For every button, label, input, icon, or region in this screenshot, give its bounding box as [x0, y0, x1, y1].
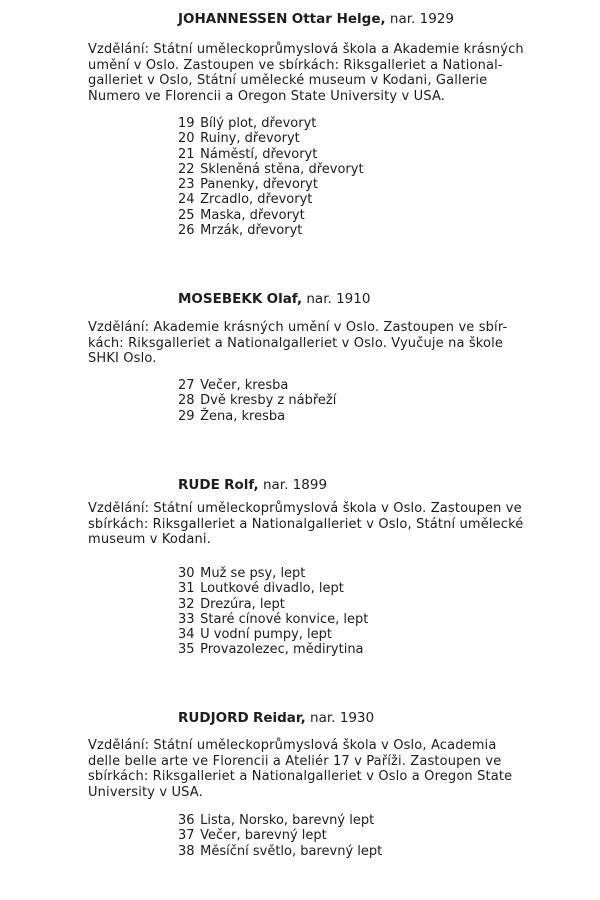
work-title: Loutkové divadlo, lept	[200, 581, 344, 597]
work-title: Žena, kresba	[200, 408, 286, 424]
work-item	[178, 409, 336, 424]
works-list	[178, 813, 382, 859]
work-item	[178, 131, 364, 146]
work-title: Maska, dřevoryt	[200, 207, 305, 223]
artist-surname: JOHANNESSEN	[178, 11, 288, 27]
work-item	[178, 828, 382, 843]
bio-line: University v USA.	[88, 784, 203, 800]
bio-line: Vzdělání: Státní uměleckoprůmyslová škola a Akademie krásných	[88, 42, 524, 57]
work-number: 36	[178, 813, 195, 828]
work-number: 27	[178, 378, 195, 393]
artist-birth-year: nar. 1929	[389, 11, 455, 27]
work-item	[178, 223, 364, 238]
artist-heading	[178, 476, 327, 494]
work-item	[178, 566, 368, 581]
work-item	[178, 581, 368, 596]
work-title: Bílý plot, dřevoryt	[200, 116, 317, 131]
artist-given-name: Rolf,	[224, 477, 259, 493]
artist-surname: MOSEBEKK	[178, 291, 263, 307]
artist-heading	[178, 290, 370, 308]
bio-line: umění v Oslo. Zastoupen ve sbírkách: Riksgalleriet a National-	[88, 57, 503, 73]
work-number: 33	[178, 611, 195, 627]
artist-given-name: Ottar Helge,	[291, 11, 386, 27]
artist-surname: RUDJORD	[178, 710, 249, 726]
work-number: 19	[178, 116, 195, 131]
work-title: Večer, kresba	[200, 378, 289, 393]
work-title: Večer, barevný lept	[200, 828, 327, 844]
bio-line: sbírkách: Riksgalleriet a Nationalgalleriet v Oslo, Státní umělecké	[88, 516, 524, 532]
work-item	[178, 844, 382, 859]
work-number: 37	[178, 828, 195, 844]
bio-line: Vzdělání: Státní uměleckoprůmyslová škola v Oslo, Academia	[88, 738, 497, 753]
work-item	[178, 162, 364, 177]
work-number: 23	[178, 177, 195, 193]
work-title: Náměstí, dřevoryt	[200, 146, 318, 162]
work-item	[178, 393, 336, 408]
bio-line: delle belle arte ve Florencii a Ateliér 17 v Paříži. Zastoupen ve	[88, 753, 502, 769]
work-item	[178, 147, 364, 162]
artist-biography	[88, 42, 550, 104]
artist-birth-year: nar. 1910	[306, 291, 371, 307]
work-title: Měsíční světlo, barevný lept	[200, 843, 383, 859]
works-list	[178, 378, 336, 424]
work-title: Skleněná stěna, dřevoryt	[200, 161, 364, 177]
artist-birth-year: nar. 1899	[262, 477, 328, 493]
artist-biography	[88, 738, 550, 800]
work-number: 35	[178, 642, 195, 658]
work-item	[178, 177, 364, 192]
work-item	[178, 378, 336, 393]
work-number: 21	[178, 146, 195, 162]
work-title: U vodní pumpy, lept	[200, 627, 332, 643]
work-title: Dvě kresby z nábřeží	[200, 393, 337, 409]
work-title: Zrcadlo, dřevoryt	[200, 192, 313, 208]
work-number: 22	[178, 161, 195, 177]
work-item	[178, 192, 364, 207]
works-list	[178, 116, 364, 238]
bio-line: galleriet v Oslo, Státní umělecké museum v Kodani, Gallerie	[88, 73, 488, 88]
work-number: 25	[178, 207, 195, 223]
work-item	[178, 208, 364, 223]
work-number: 34	[178, 627, 195, 643]
work-number: 31	[178, 581, 195, 597]
work-number: 29	[178, 408, 195, 424]
work-number: 38	[178, 843, 195, 859]
bio-line: Vzdělání: Státní uměleckoprůmyslová škola v Oslo. Zastoupen ve	[88, 501, 522, 516]
work-item	[178, 612, 368, 627]
work-number: 32	[178, 596, 195, 612]
artist-given-name: Olaf,	[266, 291, 303, 307]
work-title: Muž se psy, lept	[200, 566, 306, 581]
work-item	[178, 813, 382, 828]
artist-surname: RUDE	[178, 477, 220, 493]
artist-heading	[178, 10, 454, 28]
work-number: 26	[178, 223, 195, 239]
bio-line: kách: Riksgalleriet a Nationalgalleriet v Oslo. Vyučuje na škole	[88, 335, 504, 351]
bio-line: Vzdělání: Akademie krásných umění v Oslo. Zastoupen ve sbír-	[88, 320, 508, 335]
bio-line: sbírkách: Riksgalleriet a Nationalgalleriet v Oslo a Oregon State	[88, 769, 513, 784]
artist-heading	[178, 709, 374, 727]
work-item	[178, 116, 364, 131]
artist-biography	[88, 320, 550, 367]
work-title: Staré cínové konvice, lept	[200, 611, 369, 627]
work-title: Mrzák, dřevoryt	[200, 223, 303, 239]
works-list	[178, 566, 368, 658]
work-item	[178, 627, 368, 642]
work-number: 24	[178, 192, 195, 208]
work-title: Panenky, dřevoryt	[200, 177, 318, 193]
work-item	[178, 642, 368, 657]
work-item	[178, 597, 368, 612]
work-title: Provazolezec, mědirytina	[200, 642, 364, 658]
work-title: Drezúra, lept	[200, 596, 285, 612]
work-number: 30	[178, 566, 195, 581]
work-title: Lista, Norsko, barevný lept	[200, 813, 375, 828]
artist-given-name: Reidar,	[252, 710, 306, 726]
artist-birth-year: nar. 1930	[310, 710, 375, 726]
work-title: Ruiny, dřevoryt	[200, 131, 300, 147]
bio-line: SHKI Oslo.	[88, 351, 157, 366]
bio-line: Numero ve Florencii a Oregon State University v USA.	[88, 88, 446, 104]
bio-line: museum v Kodani.	[88, 532, 211, 547]
work-number: 20	[178, 131, 195, 147]
artist-biography	[88, 501, 550, 548]
work-number: 28	[178, 393, 195, 409]
